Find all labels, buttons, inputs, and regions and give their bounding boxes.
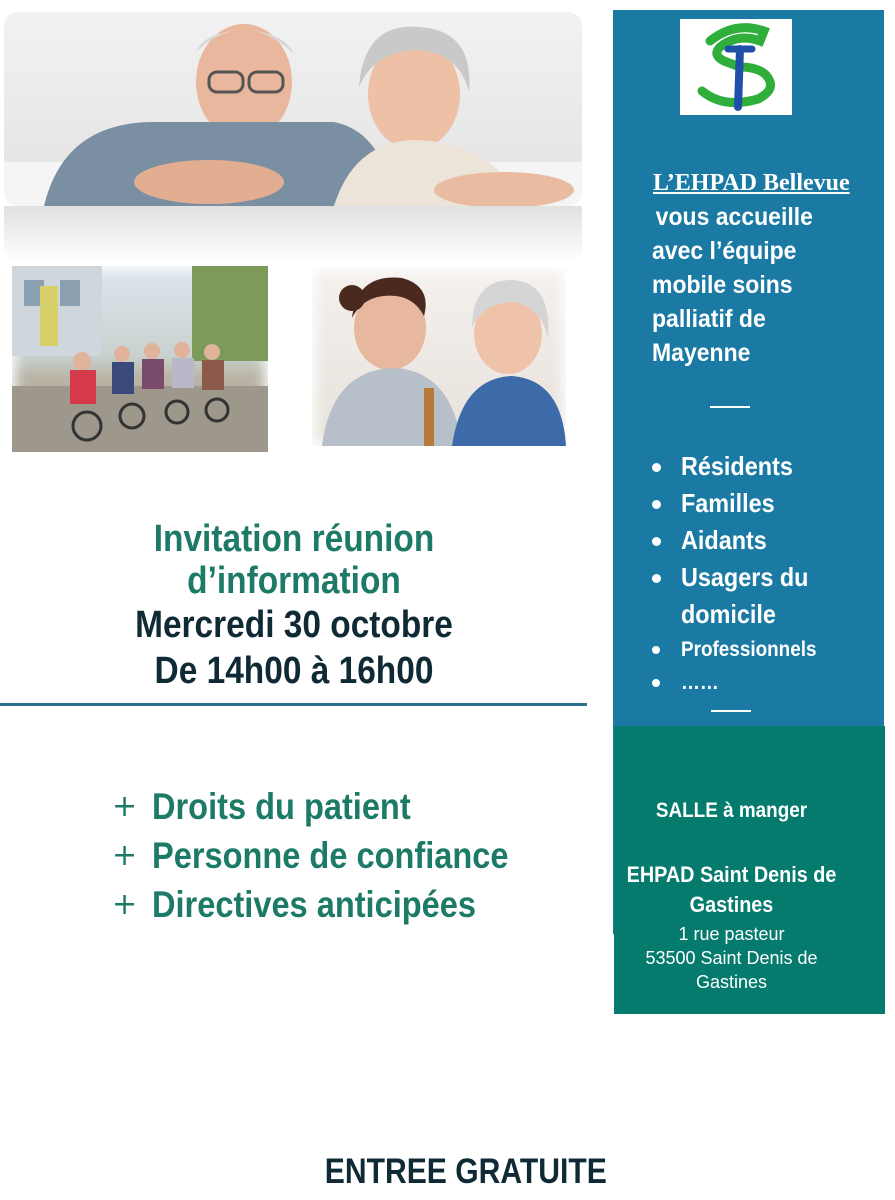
- topic-label: Personne de confiance: [152, 834, 509, 876]
- separator-line: [711, 710, 751, 712]
- audience-item: [648, 666, 878, 699]
- invitation-date: Mercredi 30 octobre: [135, 604, 453, 646]
- separator-line: [710, 406, 750, 408]
- plus-icon: +: [112, 789, 138, 824]
- audience-label: Usagers du: [681, 562, 809, 592]
- topic-item: [112, 782, 592, 831]
- free-entry-label: ENTREE GRATUITE: [324, 1152, 607, 1191]
- audience-item: [648, 522, 878, 559]
- audience-item: [648, 485, 878, 522]
- section-divider: [0, 703, 587, 706]
- invitation-block: [53, 518, 535, 694]
- sd-logo-icon: [680, 19, 792, 115]
- host-name: L’EHPAD Bellevue: [653, 170, 850, 196]
- audience-label: ……: [681, 671, 719, 694]
- host-line: avec l’équipe: [652, 237, 797, 265]
- host-line: Mayenne: [652, 339, 751, 367]
- topic-item: [112, 831, 592, 880]
- invitation-title-line2: d’information: [187, 560, 401, 602]
- audience-label: Aidants: [681, 525, 767, 555]
- plus-icon: +: [112, 838, 138, 873]
- host-line: palliatif de: [652, 305, 766, 333]
- hero-photo-elderly-couple: [4, 12, 582, 206]
- host-line: mobile soins: [652, 271, 793, 299]
- host-line: vous accueille: [655, 203, 813, 231]
- topics-list: [112, 782, 592, 929]
- venue-place-line1: EHPAD Saint Denis de: [626, 862, 837, 887]
- plus-icon: +: [112, 887, 138, 922]
- audience-item: [648, 633, 878, 666]
- venue-place: [614, 860, 849, 920]
- topic-item: [112, 880, 592, 929]
- hero-photo-reflection: [4, 206, 582, 262]
- venue-room: SALLE à manger: [655, 799, 808, 822]
- venue-address-line: Gastines: [695, 972, 768, 992]
- audience-label: Professionnels: [681, 638, 817, 661]
- venue-address-line: 53500 Saint Denis de: [645, 948, 818, 968]
- photo-residents-group: [12, 266, 268, 452]
- host-text: [652, 166, 872, 370]
- photo-caregiver-resident: [312, 268, 566, 446]
- venue-place-line2: Gastines: [689, 892, 774, 917]
- audience-label: Résidents: [681, 451, 793, 481]
- invitation-title-line1: Invitation réunion: [153, 518, 435, 560]
- invitation-time: De 14h00 à 16h00: [154, 650, 434, 692]
- audience-list: [648, 448, 878, 699]
- audience-label: Familles: [681, 488, 775, 518]
- venue-address-line: 1 rue pasteur: [678, 924, 785, 944]
- audience-label-cont: domicile: [681, 599, 776, 629]
- topic-label: Droits du patient: [152, 785, 411, 827]
- topic-label: Directives anticipées: [152, 883, 476, 925]
- audience-item: [648, 559, 878, 633]
- venue-address: [614, 922, 849, 994]
- venue-text: [614, 796, 849, 994]
- audience-item: [648, 448, 878, 485]
